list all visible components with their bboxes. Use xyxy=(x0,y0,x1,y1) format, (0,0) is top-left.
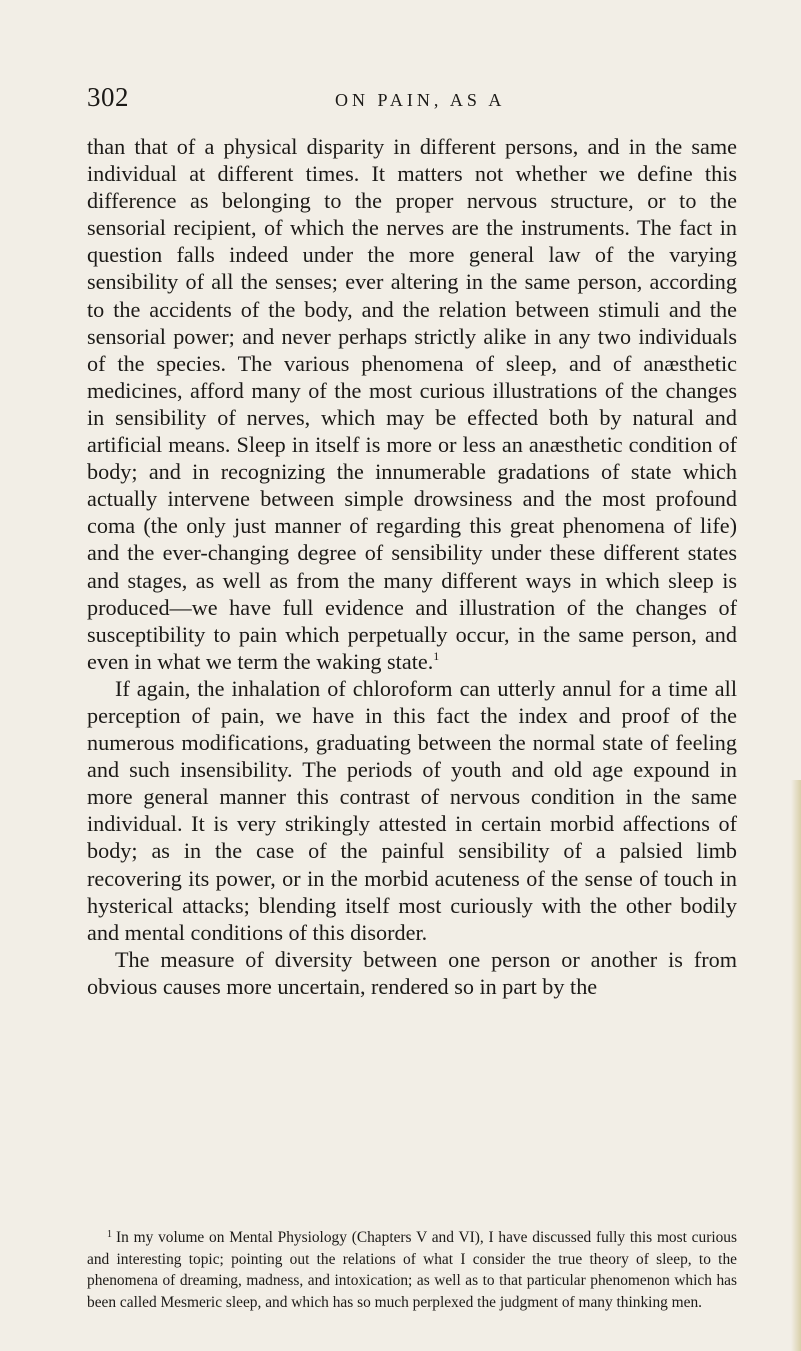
footnote xyxy=(87,1224,737,1313)
paragraph-1-text: than that of a physical disparity in different persons, and in the same individual at different times. It matters not whether we define this difference as belonging to the proper nervous structure, or to the sensorial recipient, of which the nerves are the instruments. The fact in question falls indeed under the more general law of the varying sensibility of all the senses; ever altering in the same person, according to the accidents of the body, and the relation between stimuli and the sensorial power; and never perhaps strictly alike in any two individuals of the species. The various phenomena of sleep, and of anæsthetic medicines, afford many of the most curious illustrations of the changes in sensibility of nerves, which may be effected both by natural and artificial means. Sleep in itself is more or less an anæsthetic condition of body; and in recognizing the innumerable gradations of state which actually intervene between simple drowsiness and the most profound coma (the only just manner of regarding this great phenomena of life) and the ever-changing degree of sensibility under these different states and stages, as well as from the many different ways in which sleep is produced—we have full evidence and illustration of the changes of susceptibility to pain which perpetually occur, in the same person, and even in what we term the waking state. xyxy=(87,134,737,674)
paragraph-3: The measure of diversity between one person or another is from obvious causes more uncertain, rendered so in part by the xyxy=(87,946,737,999)
footnote-text: In my volume on Mental Physiology (Chapters V and VI), I have discussed fully this most curious and interesting topic; pointing out the relations of what I consider the true theory of sleep, to the phenomena of dreaming, madness, and intoxication; as well as to that particular phenomenon which has been called Mesmeric sleep, and which has so much perplexed the judgment of many thinking men. xyxy=(87,1229,737,1311)
page-header xyxy=(87,82,735,114)
page-number: 302 xyxy=(87,82,129,112)
footnote-marker: 1 xyxy=(107,1229,112,1240)
footnote-reference: 1 xyxy=(433,648,440,663)
paragraph-1 xyxy=(87,133,737,675)
page-edge-shadow xyxy=(791,780,801,1351)
running-head: ON PAIN, AS A xyxy=(335,90,506,110)
body-text xyxy=(87,133,737,1000)
paragraph-2: If again, the inhalation of chloroform can utterly annul for a time all perception of pain, we have in this fact the index and proof of the numerous modifications, graduating between the normal state of feeling and such insensibility. The periods of youth and old age expound in more general manner this contrast of nervous condition in the same individual. It is very strikingly attested in certain morbid affections of body; as in the case of the painful sensibility of a palsied limb recovering its power, or in the morbid acuteness of the sense of touch in hysterical attacks; blending itself most curiously with the other bodily and mental conditions of this disorder. xyxy=(87,675,737,945)
